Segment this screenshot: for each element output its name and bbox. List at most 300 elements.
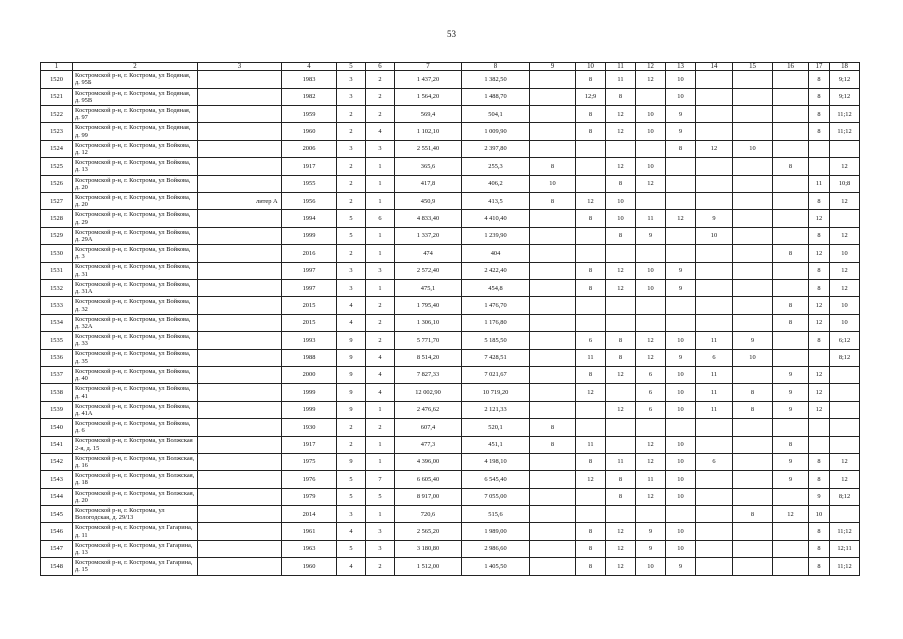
- housing-register-table: [40, 62, 860, 576]
- table-cell: 6: [366, 210, 395, 227]
- table-cell: 8: [809, 193, 830, 210]
- table-cell: 8: [733, 401, 773, 418]
- address-cell: Костромской р-н, г. Кострома, ул Водяная, д. 95В: [73, 88, 198, 105]
- table-cell: 8: [773, 436, 809, 453]
- table-cell: 2 397,80: [462, 140, 530, 157]
- table-cell: 7 428,51: [462, 349, 530, 366]
- table-cell: 1979: [282, 488, 337, 505]
- table-cell: 2014: [282, 506, 337, 523]
- table-cell: [696, 193, 733, 210]
- table-cell: [696, 314, 733, 331]
- table-cell: 10: [606, 210, 636, 227]
- table-cell: 9: [666, 123, 696, 140]
- table-cell: 8 514,20: [395, 349, 462, 366]
- table-cell: 11: [636, 471, 666, 488]
- table-cell: 12: [606, 106, 636, 123]
- table-cell: 475,1: [395, 279, 462, 296]
- table-cell: 8 917,00: [395, 488, 462, 505]
- table-cell: 10: [636, 279, 666, 296]
- table-cell: 8: [809, 227, 830, 244]
- table-cell: 1 337,20: [395, 227, 462, 244]
- address-cell: Костромской р-н, г. Кострома, ул Войкова, д. 31: [73, 262, 198, 279]
- row-number-cell: 1528: [41, 210, 73, 227]
- column-number-cell: 3: [198, 63, 282, 71]
- table-cell: 8: [809, 88, 830, 105]
- table-cell: [696, 123, 733, 140]
- table-cell: [696, 262, 733, 279]
- table-cell: 8: [733, 384, 773, 401]
- table-cell: 4: [337, 558, 366, 575]
- column-number-cell: 8: [462, 63, 530, 71]
- table-cell: 1960: [282, 123, 337, 140]
- table-cell: 12: [606, 558, 636, 575]
- table-cell: 11: [636, 210, 666, 227]
- table-cell: 8: [809, 558, 830, 575]
- table-cell: 10: [666, 540, 696, 557]
- table-cell: [530, 262, 576, 279]
- table-cell: 1 306,10: [395, 314, 462, 331]
- table-cell: [530, 88, 576, 105]
- table-cell: [830, 366, 860, 383]
- table-cell: [733, 175, 773, 192]
- table-cell: 9: [773, 471, 809, 488]
- table-row: [41, 193, 860, 210]
- table-cell: 1961: [282, 523, 337, 540]
- table-cell: [636, 193, 666, 210]
- table-cell: [198, 384, 282, 401]
- table-cell: 10: [636, 558, 666, 575]
- table-cell: [773, 488, 809, 505]
- table-cell: [530, 140, 576, 157]
- table-cell: [198, 279, 282, 296]
- table-cell: 8: [809, 523, 830, 540]
- table-cell: 10: [733, 140, 773, 157]
- table-cell: [773, 419, 809, 436]
- address-cell: Костромской р-н, г. Кострома, ул Гагарина, д. 13: [73, 540, 198, 557]
- table-cell: 10: [666, 384, 696, 401]
- table-cell: 10: [666, 401, 696, 418]
- table-cell: 10: [666, 71, 696, 88]
- table-cell: 12: [606, 540, 636, 557]
- row-number-cell: 1524: [41, 140, 73, 157]
- table-cell: 8: [809, 471, 830, 488]
- table-cell: 12: [606, 401, 636, 418]
- table-cell: 2015: [282, 314, 337, 331]
- table-cell: 10: [636, 158, 666, 175]
- table-cell: 451,1: [462, 436, 530, 453]
- table-cell: 8: [773, 297, 809, 314]
- table-cell: 6 545,40: [462, 471, 530, 488]
- table-cell: [530, 366, 576, 383]
- table-cell: [830, 401, 860, 418]
- table-cell: [809, 436, 830, 453]
- table-row: [41, 140, 860, 157]
- address-cell: Костромской р-н, г. Кострома, ул Войкова, д. 35: [73, 349, 198, 366]
- table-cell: 12: [636, 332, 666, 349]
- table-cell: [198, 540, 282, 557]
- table-cell: 1: [366, 506, 395, 523]
- address-cell: Костромской р-н, г. Кострома, ул Войкова, д. 20: [73, 175, 198, 192]
- table-cell: 1988: [282, 349, 337, 366]
- table-cell: 11: [606, 453, 636, 470]
- table-cell: [733, 488, 773, 505]
- table-cell: 4 833,40: [395, 210, 462, 227]
- row-number-cell: 1529: [41, 227, 73, 244]
- table-cell: [576, 227, 606, 244]
- address-cell: Костромской р-н, г. Кострома, ул Войкова, д. 6: [73, 419, 198, 436]
- table-cell: 9: [666, 106, 696, 123]
- column-number-cell: 5: [337, 63, 366, 71]
- table-cell: 1975: [282, 453, 337, 470]
- table-cell: [696, 436, 733, 453]
- table-cell: 12: [830, 227, 860, 244]
- table-cell: [696, 106, 733, 123]
- table-cell: 8: [530, 158, 576, 175]
- table-cell: 8: [576, 279, 606, 296]
- table-cell: 2000: [282, 366, 337, 383]
- table-cell: 10: [636, 106, 666, 123]
- table-cell: [773, 123, 809, 140]
- table-cell: [733, 540, 773, 557]
- table-cell: 9: [666, 279, 696, 296]
- table-cell: 2: [337, 245, 366, 262]
- table-cell: 10: [830, 297, 860, 314]
- table-cell: [773, 210, 809, 227]
- table-cell: 2: [337, 106, 366, 123]
- column-number-cell: 17: [809, 63, 830, 71]
- table-cell: [198, 419, 282, 436]
- table-cell: 11: [696, 401, 733, 418]
- column-number-cell: 18: [830, 63, 860, 71]
- table-cell: 1: [366, 227, 395, 244]
- table-cell: 12: [830, 453, 860, 470]
- table-cell: [830, 419, 860, 436]
- table-cell: 6: [636, 384, 666, 401]
- table-cell: [530, 332, 576, 349]
- table-cell: [530, 523, 576, 540]
- table-cell: [773, 175, 809, 192]
- table-cell: 9: [636, 523, 666, 540]
- table-cell: 1 795,40: [395, 297, 462, 314]
- table-cell: 12: [809, 401, 830, 418]
- table-row: [41, 245, 860, 262]
- table-row: [41, 540, 860, 557]
- table-cell: 1: [366, 453, 395, 470]
- table-cell: 4 410,40: [462, 210, 530, 227]
- table-cell: 8: [666, 140, 696, 157]
- table-cell: [198, 366, 282, 383]
- address-cell: Костромской р-н, г. Кострома, ул Войкова, д. 33: [73, 332, 198, 349]
- table-cell: 12: [773, 506, 809, 523]
- table-cell: 12 002,90: [395, 384, 462, 401]
- table-cell: 1963: [282, 540, 337, 557]
- table-cell: 5: [366, 488, 395, 505]
- table-cell: [198, 436, 282, 453]
- row-number-cell: 1520: [41, 71, 73, 88]
- table-cell: [576, 314, 606, 331]
- table-cell: 2016: [282, 245, 337, 262]
- table-cell: 1 512,00: [395, 558, 462, 575]
- table-cell: [773, 106, 809, 123]
- table-cell: 1: [366, 245, 395, 262]
- table-cell: [830, 210, 860, 227]
- table-cell: [809, 158, 830, 175]
- column-number-row: [41, 63, 860, 71]
- table-cell: 9: [337, 332, 366, 349]
- table-cell: 6 605,40: [395, 471, 462, 488]
- table-cell: [198, 158, 282, 175]
- address-cell: Костромской р-н, г. Кострома, ул Войкова, д. 31А: [73, 279, 198, 296]
- table-cell: 9: [773, 401, 809, 418]
- table-cell: 5: [337, 471, 366, 488]
- table-cell: 1993: [282, 332, 337, 349]
- table-cell: 10: [636, 123, 666, 140]
- table-cell: 4: [366, 384, 395, 401]
- row-number-cell: 1541: [41, 436, 73, 453]
- table-cell: [773, 540, 809, 557]
- table-cell: 1 102,10: [395, 123, 462, 140]
- row-number-cell: 1536: [41, 349, 73, 366]
- table-cell: 3: [366, 540, 395, 557]
- table-cell: [696, 158, 733, 175]
- table-cell: 5: [337, 227, 366, 244]
- table-cell: 8: [576, 262, 606, 279]
- table-cell: 8: [809, 540, 830, 557]
- table-cell: 3: [366, 140, 395, 157]
- table-cell: [198, 488, 282, 505]
- table-cell: 8: [809, 123, 830, 140]
- table-cell: 5: [337, 540, 366, 557]
- table-cell: 10: [666, 332, 696, 349]
- table-cell: 10: [830, 314, 860, 331]
- table-cell: 3: [366, 523, 395, 540]
- table-cell: 6: [696, 349, 733, 366]
- table-cell: [606, 419, 636, 436]
- table-cell: 1999: [282, 401, 337, 418]
- table-cell: [198, 506, 282, 523]
- table-row: [41, 349, 860, 366]
- table-cell: 8: [530, 193, 576, 210]
- table-cell: 12: [606, 123, 636, 140]
- table-cell: 9: [773, 453, 809, 470]
- table-cell: 1959: [282, 106, 337, 123]
- table-cell: 12: [576, 193, 606, 210]
- table-cell: 2 476,62: [395, 401, 462, 418]
- table-cell: 11: [576, 436, 606, 453]
- table-cell: [576, 488, 606, 505]
- row-number-cell: 1540: [41, 419, 73, 436]
- table-cell: 10: [666, 488, 696, 505]
- table-cell: 9;12: [830, 71, 860, 88]
- table-cell: 11;12: [830, 106, 860, 123]
- table-cell: 11;12: [830, 558, 860, 575]
- table-cell: [733, 523, 773, 540]
- table-cell: 7 021,67: [462, 366, 530, 383]
- table-cell: [773, 71, 809, 88]
- table-cell: [696, 71, 733, 88]
- table-cell: 5: [337, 488, 366, 505]
- table-cell: 9;12: [830, 88, 860, 105]
- table-cell: 10: [696, 227, 733, 244]
- address-cell: Костромской р-н, г. Кострома, ул Войкова, д. 13: [73, 158, 198, 175]
- table-cell: [830, 384, 860, 401]
- table-cell: 12: [830, 193, 860, 210]
- table-cell: 8: [606, 88, 636, 105]
- table-cell: 1994: [282, 210, 337, 227]
- table-cell: [576, 419, 606, 436]
- table-cell: 7 055,00: [462, 488, 530, 505]
- address-cell: Костромской р-н, г. Кострома, ул Войкова, д. 40: [73, 366, 198, 383]
- table-row: [41, 314, 860, 331]
- table-cell: 1982: [282, 88, 337, 105]
- table-cell: 11: [809, 175, 830, 192]
- table-cell: 2: [366, 106, 395, 123]
- table-cell: 9: [773, 384, 809, 401]
- table-cell: [773, 227, 809, 244]
- table-cell: [773, 279, 809, 296]
- table-cell: 2: [337, 436, 366, 453]
- table-cell: [666, 245, 696, 262]
- table-row: [41, 123, 860, 140]
- table-cell: 10: [666, 88, 696, 105]
- table-cell: [773, 349, 809, 366]
- table-cell: [530, 245, 576, 262]
- table-cell: 10: [666, 471, 696, 488]
- table-cell: 10: [530, 175, 576, 192]
- table-cell: 9: [809, 488, 830, 505]
- table-cell: 3: [337, 506, 366, 523]
- table-cell: 8: [606, 349, 636, 366]
- table-cell: 8: [809, 332, 830, 349]
- column-number-cell: 1: [41, 63, 73, 71]
- table-cell: 2: [337, 193, 366, 210]
- table-cell: 8: [606, 227, 636, 244]
- row-number-cell: 1525: [41, 158, 73, 175]
- table-cell: 2: [366, 558, 395, 575]
- table-cell: 12: [809, 366, 830, 383]
- table-cell: [606, 245, 636, 262]
- table-cell: [198, 210, 282, 227]
- table-cell: 12: [606, 366, 636, 383]
- table-cell: 8: [576, 366, 606, 383]
- address-cell: Костромской р-н, г. Кострома, ул Войкова, д. 32А: [73, 314, 198, 331]
- table-cell: [733, 419, 773, 436]
- table-cell: [636, 88, 666, 105]
- table-cell: [733, 245, 773, 262]
- address-cell: Костромской р-н, г. Кострома, ул Войкова, д. 3: [73, 245, 198, 262]
- table-cell: 1 009,90: [462, 123, 530, 140]
- table-cell: 477,3: [395, 436, 462, 453]
- table-cell: 8: [606, 332, 636, 349]
- table-cell: 2 551,40: [395, 140, 462, 157]
- table-cell: [666, 506, 696, 523]
- table-cell: 2015: [282, 297, 337, 314]
- table-cell: 7 827,33: [395, 366, 462, 383]
- table-cell: [198, 262, 282, 279]
- table-cell: 12: [636, 349, 666, 366]
- page-number: 53: [447, 29, 456, 39]
- table-row: [41, 401, 860, 418]
- table-cell: [696, 245, 733, 262]
- table-cell: литер А: [198, 193, 282, 210]
- table-cell: 1997: [282, 279, 337, 296]
- table-cell: 9: [337, 401, 366, 418]
- row-number-cell: 1526: [41, 175, 73, 192]
- table-cell: [773, 523, 809, 540]
- table-cell: 1: [366, 436, 395, 453]
- table-cell: 10: [666, 366, 696, 383]
- table-cell: [696, 279, 733, 296]
- address-cell: Костромской р-н, г. Кострома, ул Гагарина, д. 15: [73, 558, 198, 575]
- table-cell: 8: [576, 453, 606, 470]
- row-number-cell: 1548: [41, 558, 73, 575]
- table-cell: 10 719,20: [462, 384, 530, 401]
- table-cell: [666, 175, 696, 192]
- table-cell: [733, 558, 773, 575]
- column-number-cell: 14: [696, 63, 733, 71]
- table-cell: [733, 210, 773, 227]
- row-number-cell: 1523: [41, 123, 73, 140]
- table-cell: [830, 506, 860, 523]
- row-number-cell: 1538: [41, 384, 73, 401]
- table-cell: 8: [809, 106, 830, 123]
- address-cell: Костромской р-н, г. Кострома, ул Волжская, д. 20: [73, 488, 198, 505]
- table-cell: 9: [733, 332, 773, 349]
- table-cell: 12: [830, 158, 860, 175]
- table-cell: 1999: [282, 227, 337, 244]
- table-cell: 1: [366, 158, 395, 175]
- table-cell: [606, 506, 636, 523]
- table-cell: 8: [773, 158, 809, 175]
- table-cell: [576, 401, 606, 418]
- table-cell: [666, 297, 696, 314]
- table-cell: 1976: [282, 471, 337, 488]
- table-cell: [809, 349, 830, 366]
- table-cell: [636, 314, 666, 331]
- table-cell: 365,6: [395, 158, 462, 175]
- table-cell: 2: [366, 314, 395, 331]
- table-cell: 11;12: [830, 123, 860, 140]
- row-number-cell: 1534: [41, 314, 73, 331]
- table-cell: 8: [576, 106, 606, 123]
- table-cell: [530, 506, 576, 523]
- table-cell: 8: [606, 488, 636, 505]
- table-cell: [773, 193, 809, 210]
- table-cell: 12: [636, 71, 666, 88]
- row-number-cell: 1539: [41, 401, 73, 418]
- table-cell: 607,4: [395, 419, 462, 436]
- table-cell: 2: [366, 71, 395, 88]
- row-number-cell: 1546: [41, 523, 73, 540]
- row-number-cell: 1531: [41, 262, 73, 279]
- column-number-cell: 11: [606, 63, 636, 71]
- table-cell: 11: [696, 384, 733, 401]
- table-cell: 1 989,00: [462, 523, 530, 540]
- table-cell: [576, 297, 606, 314]
- table-cell: [773, 332, 809, 349]
- table-cell: [530, 349, 576, 366]
- address-cell: Костромской р-н, г. Кострома, ул Войкова, д. 41: [73, 384, 198, 401]
- table-cell: [198, 453, 282, 470]
- table-row: [41, 384, 860, 401]
- table-cell: 10: [830, 245, 860, 262]
- table-cell: [733, 193, 773, 210]
- table-cell: 8: [809, 262, 830, 279]
- table-cell: 9: [337, 384, 366, 401]
- table-cell: [733, 106, 773, 123]
- table-cell: 3: [337, 262, 366, 279]
- table-cell: [733, 366, 773, 383]
